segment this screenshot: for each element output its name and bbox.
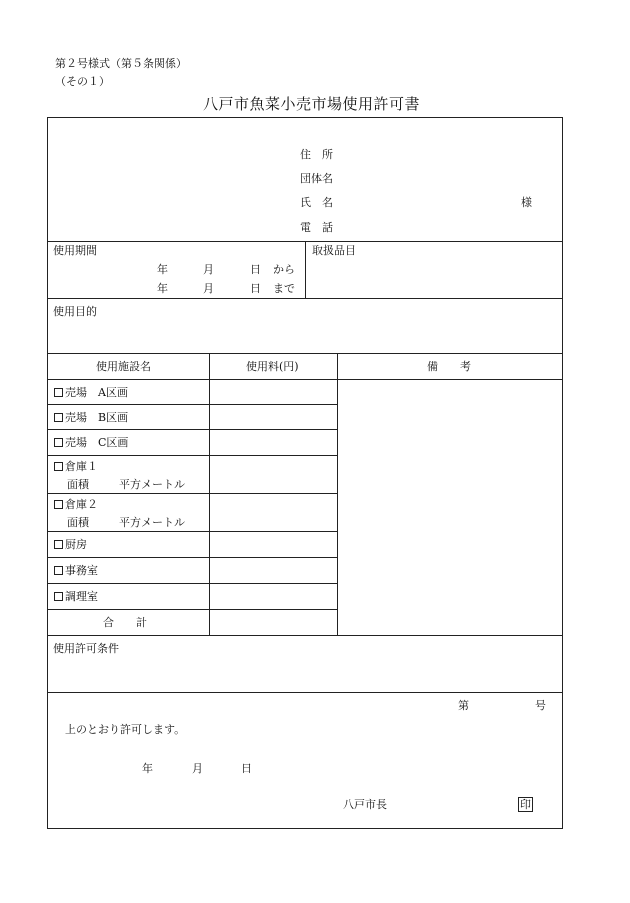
header-remarks: 備 考	[427, 360, 471, 373]
purpose-label: 使用目的	[53, 305, 97, 318]
permit-number-prefix: 第	[458, 699, 469, 712]
divider-row	[47, 557, 337, 558]
facility-row-label: 厨房	[54, 539, 87, 550]
divider-table-header	[47, 379, 563, 380]
divider-fee-remarks	[337, 353, 338, 635]
facility-row-label: 倉庫２	[54, 499, 98, 510]
facility-area-unit: 平方メートル	[119, 478, 185, 491]
form-number: 第２号様式（第５条関係）	[55, 57, 187, 70]
checkbox[interactable]	[54, 592, 63, 601]
organization-label: 団体名	[300, 172, 333, 185]
divider-row	[47, 429, 337, 430]
period-to-month: 月	[203, 282, 214, 295]
checkbox[interactable]	[54, 500, 63, 509]
period-label: 使用期間	[53, 244, 97, 257]
divider-row	[47, 583, 337, 584]
facility-row-label: 調理室	[54, 591, 98, 602]
checkbox[interactable]	[54, 540, 63, 549]
facility-row-label: 事務室	[54, 565, 98, 576]
checkbox[interactable]	[54, 413, 63, 422]
period-to-year: 年	[157, 282, 168, 295]
divider-conditions	[47, 692, 563, 693]
facility-area-label: 面積	[67, 516, 89, 529]
issuer-name: 八戸市長	[343, 798, 387, 811]
facility-row-label: 売場 C区画	[54, 437, 128, 448]
divider-row	[47, 455, 337, 456]
honorific: 様	[521, 196, 532, 209]
name-label: 氏 名	[300, 196, 333, 209]
divider-row	[47, 531, 337, 532]
form-sub-number: （その１）	[55, 75, 110, 88]
divider-period	[47, 298, 563, 299]
period-to-suffix: まで	[273, 282, 295, 295]
address-label: 住 所	[300, 148, 333, 161]
divider-row	[47, 404, 337, 405]
period-from-suffix: から	[273, 263, 295, 276]
divider-table-bottom	[47, 635, 563, 636]
total-label: 合 計	[103, 616, 147, 629]
permit-statement: 上のとおり許可します。	[65, 723, 186, 736]
checkbox[interactable]	[54, 438, 63, 447]
header-fee: 使用料(円)	[246, 360, 299, 373]
permit-date-day: 日	[241, 762, 252, 775]
divider-purpose	[47, 353, 563, 354]
phone-label: 電 話	[300, 221, 333, 234]
permit-number-suffix: 号	[535, 699, 546, 712]
checkbox[interactable]	[54, 462, 63, 471]
facility-area-unit: 平方メートル	[119, 516, 185, 529]
checkbox[interactable]	[54, 388, 63, 397]
divider-row	[47, 493, 337, 494]
permit-date-month: 月	[192, 762, 203, 775]
period-from-year: 年	[157, 263, 168, 276]
conditions-label: 使用許可条件	[53, 642, 119, 655]
goods-label: 取扱品目	[312, 244, 356, 257]
facility-row-label: 売場 A区画	[54, 387, 128, 398]
permit-date-year: 年	[142, 762, 153, 775]
document-title: 八戸市魚菜小売市場使用許可書	[203, 95, 421, 113]
period-to-day: 日	[250, 282, 261, 295]
checkbox[interactable]	[54, 566, 63, 575]
period-from-month: 月	[203, 263, 214, 276]
facility-area-label: 面積	[67, 478, 89, 491]
divider-period-goods	[305, 241, 306, 298]
divider-facility-fee	[209, 353, 210, 635]
header-facility: 使用施設名	[96, 360, 151, 373]
seal-mark: 印	[520, 798, 531, 811]
facility-row-label: 売場 B区画	[54, 412, 128, 423]
divider-row	[47, 609, 337, 610]
facility-row-label: 倉庫１	[54, 461, 98, 472]
period-from-day: 日	[250, 263, 261, 276]
